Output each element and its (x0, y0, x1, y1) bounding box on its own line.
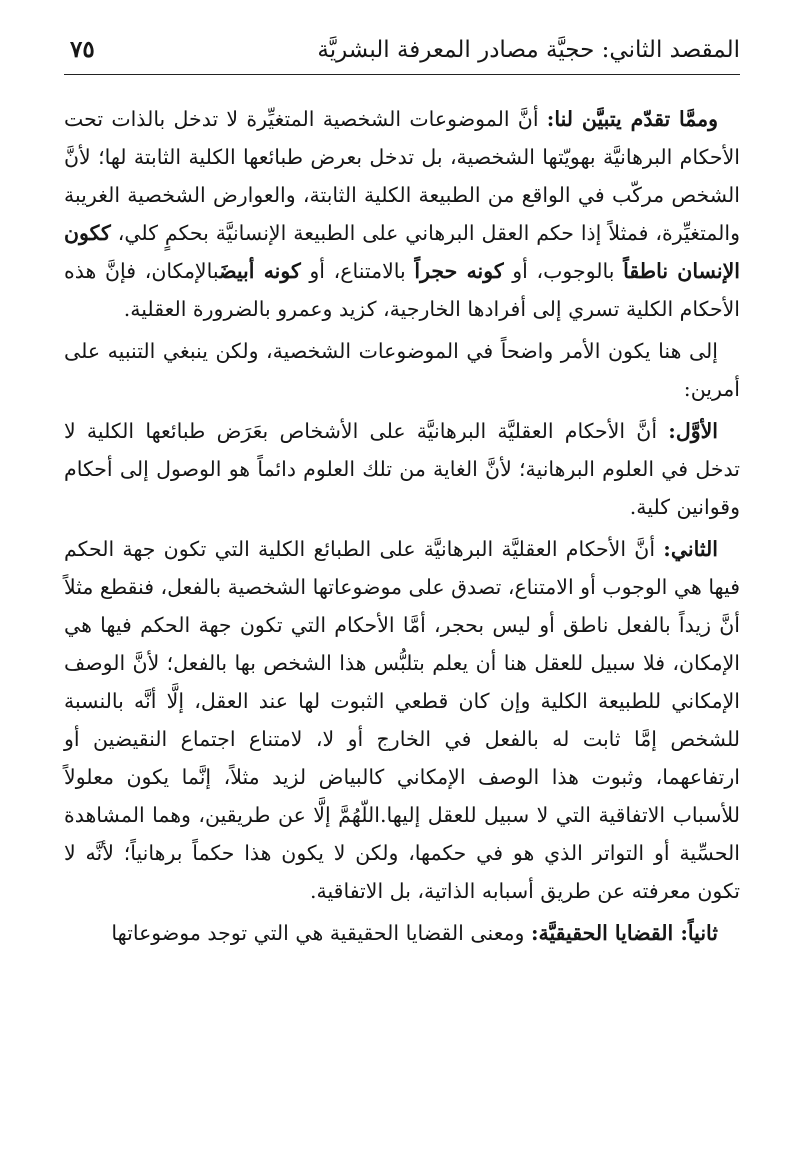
paragraph-second-point (64, 530, 740, 910)
paragraph-text: ومعنى القضايا الحقيقية هي التي توجد موضوعاتها (111, 921, 531, 945)
paragraph-text: أنَّ الموضوعات الشخصية المتغيِّرة لا تدخل بالذات تحت الأحكام البرهانيَّة بهويّتها الشخصية، بل تدخل بعرض طبائعها الكلية الثابتة لها؛ لأنَّ الشخص مركّب في الواقع من الطبيعة الكلية الثابتة، والعوارض الشخصية الغريبة والمتغيِّرة، فمثلاً إذا حكم العقل البرهاني على الطبيعة الإنسانيَّة بحكمٍ كلي، (64, 107, 740, 245)
page-header (64, 24, 740, 75)
paragraph-real-propositions (64, 914, 740, 952)
paragraph-first-point (64, 412, 740, 526)
paragraph-two-points (64, 332, 740, 408)
paragraph-text: بالإمكان، فإنَّ هذه الأحكام الكلية تسري إلى أفرادها الخارجية، كزيد وعمرو بالضرورة العقلية. (64, 259, 740, 321)
page-number: ٧٥ (70, 36, 95, 63)
paragraph-text: أنَّ الأحكام العقليَّة البرهانيَّة على الطبائع الكلية التي تكون جهة الحكم فيها هي الوجوب أو الامتناع، تصدق على موضوعاتها الشخصية بالفعل، فنقطع مثلاً أنَّ زيداً بالفعل ناطق أو ليس بحجر، أمَّا الأحكام التي تكون جهة الحكم فيها هي الإمكان، فلا سبيل للعقل هنا أن يعلم بتلبُّس هذا الشخص بها بالفعل؛ لأنَّ الوصف الإمكاني للطبيعة الكلية وإن كان قطعي الثبوت لها عند العقل، إلَّا أنَّه بالنسبة للشخص إمَّا ثابت له بالفعل في الخارج أو لا، لامتناع اجتماع النقيضين أو ارتفاعهما، وثبوت هذا الوصف الإمكاني كالبياض لزيد مثلاً، إنَّما يكون معلولاً للأسباب الاتفاقية التي لا سبيل للعقل إليها.اللّهُمَّ إلَّا عن طريقين، وهما المشاهدة الحسِّية أو التواتر الذي هو في حكمها، ولكن لا يكون هذا حكماً برهانياً؛ لأنَّه لا تكون معرفته عن طريق أسبابه الذاتية، بل الاتفاقية. (64, 537, 740, 903)
body-text (64, 100, 740, 956)
paragraph-lead: الأوَّل: (668, 419, 718, 443)
section-heading: ثانياً: القضايا الحقيقيَّة: (530, 921, 718, 945)
paragraph-conclusion (64, 100, 740, 328)
paragraph-text: إلى هنا يكون الأمر واضحاً في الموضوعات الشخصية، ولكن ينبغي التنبيه على أمرين: (64, 339, 740, 401)
bold-phrase: ككون الإنسان ناطقاً (64, 221, 740, 283)
paragraph-text: بالامتناع، أو (300, 259, 415, 283)
bold-phrase: كونه أبيضَ (219, 259, 301, 283)
bold-phrase: كونه حجراً (414, 259, 504, 283)
paragraph-text: أنَّ الأحكام العقليَّة البرهانيَّة على الأشخاص بعَرَض طبائعها الكلية لا تدخل في العلوم البرهانية؛ لأنَّ الغاية من تلك العلوم دائماً هو الوصول إلى أحكام وقوانين كلية. (64, 419, 740, 519)
paragraph-lead: الثاني: (663, 537, 718, 561)
paragraph-lead: وممَّا تقدّم يتبيَّن لنا: (546, 107, 718, 131)
paragraph-text: بالوجوب، أو (503, 259, 624, 283)
running-title: المقصد الثاني: حجيَّة مصادر المعرفة البشريَّة (317, 37, 740, 63)
